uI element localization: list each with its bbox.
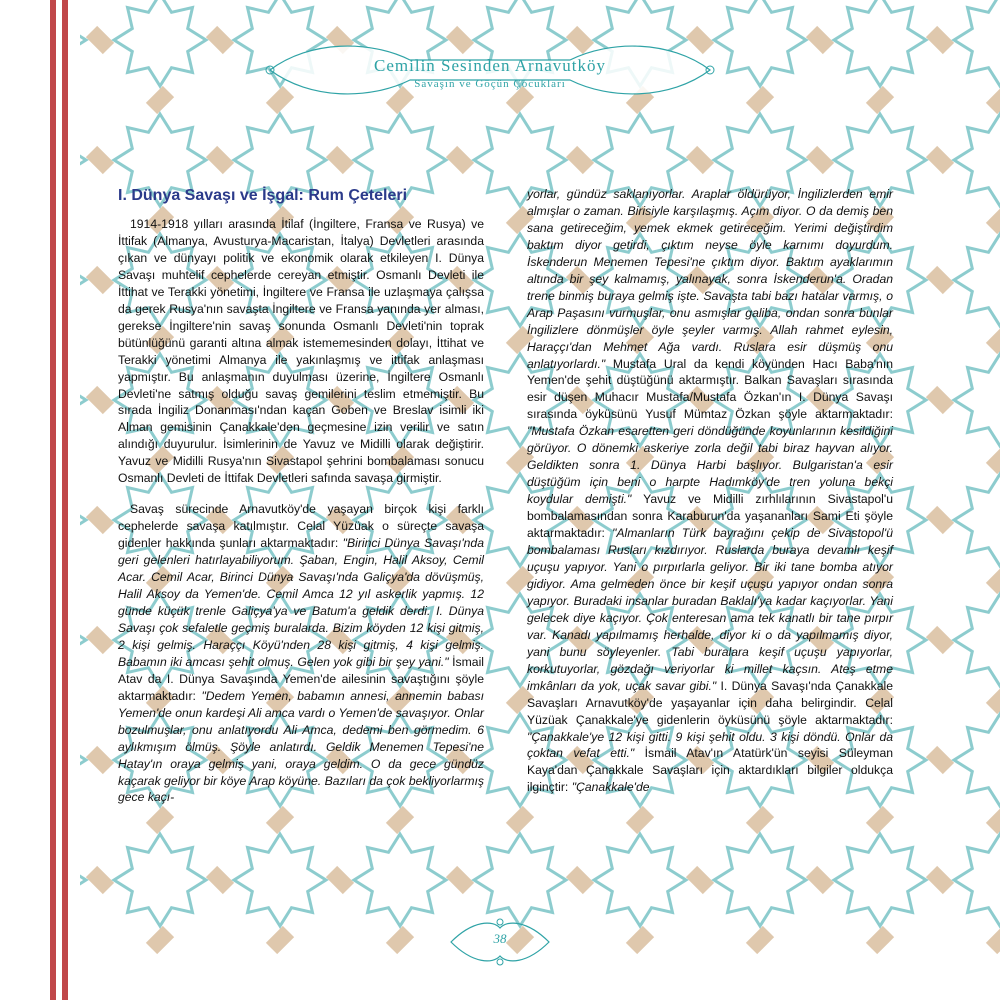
pattern-tile bbox=[986, 446, 1000, 474]
pattern-tile bbox=[686, 146, 714, 174]
pattern-tile bbox=[746, 86, 774, 114]
pattern-tile bbox=[714, 834, 806, 926]
quote-text: "Almanların Türk bayrağını çekip de Sivastopol'ü bombalaması Rusları kızdırıyor. Ruslarda buraya devamlı keşif uçuşu yapıyor. Yani o pırpırlarla geliyor. Bir iki tane bomba atıyor gidiyor. Ama gelmeden önce bir keşif uçuşu yapıyor ondan sonra yapıyor. Buradaki insanlar buradan Baklalı'ya kadar kaçıyorlar. Yani gelecek diye kaçıyor. Çok enteresan ama tek kanatlı bir tane pırpır var. Kanadı yapılmamış herhalde, diyor ki o da yapılmamış diyor, yani bunu söyleyenler. Tabi buralara keşif uçuşu yapıyorlar, korkutuyorlar, gözdağı veriyorlar ki millet kaçsın. Ateş etme imkânları da yok, uçak savar gibi." bbox=[527, 526, 893, 693]
pattern-tile bbox=[86, 626, 114, 654]
pattern-tile bbox=[954, 714, 1000, 806]
pattern-tile bbox=[986, 326, 1000, 354]
pattern-tile bbox=[986, 806, 1000, 834]
pattern-tile bbox=[954, 834, 1000, 926]
pattern-tile bbox=[986, 686, 1000, 714]
pattern-tile bbox=[386, 926, 414, 954]
quote-text: "Mustafa Özkan esaretten geri döndüğünde koyunlarının kesildiğini görüyor. O dönemki askeriye zorla değil tabi biraz hayvan alıyor. Geldikten sonra 1. Dünya Harbi başlıyor. Bulgaristan'a esir düştüğüm için beni o harpte Hadımköy'de tren yoluna bekçi koydular demişti." bbox=[527, 424, 893, 507]
paragraph bbox=[527, 186, 893, 796]
pattern-tile bbox=[354, 834, 446, 926]
pattern-tile bbox=[206, 26, 234, 54]
pattern-tile bbox=[986, 206, 1000, 234]
pattern-tile bbox=[206, 146, 234, 174]
pattern-tile bbox=[146, 806, 174, 834]
page-number: 38 bbox=[493, 931, 507, 946]
pattern-tile bbox=[626, 926, 654, 954]
body-text: I. Dünya Savaşı'nda Çanakkale Savaşları Arnavutköy'de yaşayanlar için daha belirgindir. Celal Yüzüak Çanakkale'ye gidenlerin öyküsünü şöyle aktarmaktadır: bbox=[527, 678, 893, 727]
pattern-tile bbox=[926, 266, 954, 294]
pattern-tile bbox=[954, 0, 1000, 86]
pattern-tile bbox=[686, 866, 714, 894]
pattern-tile bbox=[86, 266, 114, 294]
quote-text: "Çanakkale'de bbox=[571, 780, 650, 795]
pattern-tile bbox=[114, 0, 206, 86]
right-text-column bbox=[527, 186, 893, 796]
pattern-tile bbox=[474, 834, 566, 926]
pattern-tile bbox=[954, 354, 1000, 446]
pattern-tile bbox=[326, 146, 354, 174]
section-heading: I. Dünya Savaşı ve İşgal: Rum Çeteleri bbox=[118, 187, 408, 204]
pattern-tile bbox=[926, 26, 954, 54]
pattern-tile bbox=[114, 834, 206, 926]
pattern-tile bbox=[926, 506, 954, 534]
pattern-tile bbox=[234, 834, 326, 926]
pattern-tile bbox=[266, 806, 294, 834]
pattern-tile bbox=[926, 386, 954, 414]
header-title: Cemilin Sesinden Arnavutköy bbox=[374, 56, 606, 75]
pattern-tile bbox=[566, 866, 594, 894]
pattern-tile bbox=[954, 594, 1000, 686]
pattern-tile bbox=[506, 806, 534, 834]
pattern-tile bbox=[834, 0, 926, 86]
pattern-tile bbox=[266, 926, 294, 954]
quote-text: "Dedem Yemen, babamın annesi, annemin babası Yemen'de onun kardeşi Ali amca vardı o Yemen'de savaşıyor. Onlar bozulmuşlar, onu anlatıyordu Ali Amca, dedemi ben görmedim. 6 aylıkmışım ölmüş. Şöyle anlatırdı. Geldik Menemen Tepesi'ne Hatay'ın oraya gelmiş yani, oraya geldim. O da gece gündüz kaçarak geliyor bir köye Arap köyüne. Bazıları da çok bekliyorlarmış gece kaçı- bbox=[118, 688, 484, 805]
left-text-column bbox=[118, 216, 484, 806]
pattern-tile bbox=[746, 806, 774, 834]
pattern-tile bbox=[926, 866, 954, 894]
quote-text: yorlar, gündüz saklanıyorlar. Araplar öldürüyor, İngilizlerden emir almışlar o zaman. Birisiyle karşılaşmış. Açım diyor. O da demiş ben sana getireceğim, yemek ekmek getireceğim. Yerimi değiştirdim baktım diyor getirdi, çıktım neyse öyle karnımı doyurdum. İskenderun Menemen Tepesi'ne çıktım diyor. Baktım ayaklarımın altında bir şey kalmamış, yalınayak, sonra İskenderun'a. Oradan trene binmiş buraya gelmiş işte. Savaşta tabi bazı hatalar varmış, o Arap Paşasını vurmuşlar, onu asmışlar galiba, ondan sonra bunlar İngilizlere dönmüşler öyle şeyler varmış. Allah rahmet eylesin, Haraççı'dan Mehmet Ağa vardı. Ruslara esir düşmüş onu anlatıyorlardı." bbox=[527, 187, 893, 371]
pattern-tile bbox=[386, 806, 414, 834]
pattern-tile bbox=[986, 86, 1000, 114]
pattern-tile bbox=[954, 474, 1000, 566]
pattern-tile bbox=[206, 866, 234, 894]
pattern-tile bbox=[926, 626, 954, 654]
pattern-tile bbox=[446, 866, 474, 894]
paragraph: 1914-1918 yılları arasında İtilaf (İngiltere, Fransa ve Rusya) ve İttifak (Almanya, Avusturya-Macaristan, İtalya) Devletleri arasında çıkan ve dünyayı politik ve ekonomik olarak etkileyen I. Dünya Savaşı muhtelif cephelerde cereyan etmiştir. Osmanlı Devleti ile İttihat ve Terakki yönetimi, İngiltere ve Fransa ile uzlaşmaya çalışsa da gerek Rusya'nın savaşta İngiltere ve Fransa yanında yer alması, gerekse İngiltere'nin savaş sonunda Osmanlı Devleti'nin toprak bütünlüğünü garanti altına almak istememesinden dolayı, İttihat ve Terakki yönetimi Almanya ile yakınlaşmış ve ittifak anlaşması yapmıştır. Bu anlaşmanın duyulması üzerine, İngiltere Osmanlı Devleti'ne satmış olduğu savaş gemilerini teslim etmemiştir. Bu sırada İngiliz Donanması'ndan kaçan Goben ve Breslav isimli iki Alman gemisinin Çanakkale'den geçmesine izin verilir ve satın alındığı duyurulur. İsimlerinin de Yavuz ve Midilli olarak değiştirir. Yavuz ve Midilli Rusya'nın Sivastapol şehrini bombalaması sonucu Osmanlı Devleti de İttifak Devletleri safında savaşa girmiştir. bbox=[118, 217, 484, 486]
pattern-tile bbox=[986, 926, 1000, 954]
body-text: İsmail Atav da I. Dünya Savaşında Yemen'de ailesinin savaştığını şöyle aktarmaktadır: bbox=[118, 654, 484, 703]
quote-text: "Birinci Dünya Savaşı'nda geri gelenleri hatırlayabiliyorum. Şaban, Engin, Halil Aksoy, Cemil Acar. Cemil Acar, Birinci Dünya Savaşı'nda Galiçya'da dövüşmüş, Halil Aksoy da Yemen'de. Cemil Amca 12 yıl askerlik yapmış. 12 günde küçük trenle Galiçya'ya ve Batum'a geldik derdi. I. Dünya Savaşı çok sefaletle geçmiş buralarda. Bizim köyden 12 kişi gitmiş, 2 kişi gelmiş. Haraççı Köyü'nden 28 kişi gitmiş, 4 kişi gelmiş. Babamın iki amcası şehit olmuş. Gelen yok gibi bir şey yani." bbox=[118, 536, 484, 669]
pattern-tile bbox=[866, 806, 894, 834]
pattern-tile bbox=[146, 926, 174, 954]
pattern-tile bbox=[626, 806, 654, 834]
pattern-tile bbox=[926, 146, 954, 174]
pattern-tile bbox=[806, 146, 834, 174]
quote-text: "Çanakkale'ye 12 kişi gitti. 9 kişi şehit oldu. 3 kişi döndü. Onlar da çoktan vefat etti." bbox=[527, 729, 893, 761]
pattern-tile bbox=[326, 866, 354, 894]
pattern-tile bbox=[806, 26, 834, 54]
pattern-tile bbox=[86, 506, 114, 534]
pattern-tile bbox=[146, 86, 174, 114]
pattern-tile bbox=[926, 746, 954, 774]
pattern-tile bbox=[86, 866, 114, 894]
pattern-tile bbox=[86, 26, 114, 54]
pattern-tile bbox=[954, 114, 1000, 206]
body-text: Yavuz ve Midilli zırhlılarının Sivastapol'u bombalamasından sonra Karaburun'da yaşananları Sami Eti şöyle aktarmaktadır: bbox=[527, 492, 893, 541]
left-border-bands bbox=[0, 0, 80, 1000]
body-text: İsmail Atav'ın Atatürk'ün seyisi Süleyman Kaya'dan Çanakkale Savaşları için aktardıkları bilgiler oldukça ilginçtir: bbox=[527, 746, 894, 795]
header-subtitle: Savaşın ve Göçün Çocukları bbox=[414, 78, 566, 90]
pattern-tile bbox=[986, 566, 1000, 594]
pattern-tile bbox=[746, 926, 774, 954]
pattern-tile bbox=[86, 146, 114, 174]
pattern-tile bbox=[834, 834, 926, 926]
body-text: Savaş sürecinde Arnavutköy'de yaşayan birçok kişi farklı cephelerde savaşa katılmıştır. Celal Yüzüak o süreçte savaşa gidenler hakkında şunları aktarmaktadır: bbox=[118, 502, 484, 551]
paragraph bbox=[118, 501, 484, 806]
pattern-tile bbox=[446, 146, 474, 174]
pattern-tile bbox=[806, 866, 834, 894]
pattern-tile bbox=[866, 926, 894, 954]
body-text: Mustafa Ural da kendi köyünden Hacı Baba'nın Yemen'de şehit düştüğünü aktarmıştır. Balkan Savaşları sırasında esir düşen Muhacır Mustafa/Mustafa Özkan'ın I. Dünya Savaşı sırasında öyküsünü Yusuf Mümtaz Özkan şöyle aktarmaktadır: bbox=[527, 356, 893, 422]
pattern-tile bbox=[594, 834, 686, 926]
pattern-tile bbox=[86, 386, 114, 414]
pattern-tile bbox=[566, 146, 594, 174]
pattern-tile bbox=[954, 234, 1000, 326]
pattern-tile bbox=[866, 86, 894, 114]
pattern-tile bbox=[86, 746, 114, 774]
